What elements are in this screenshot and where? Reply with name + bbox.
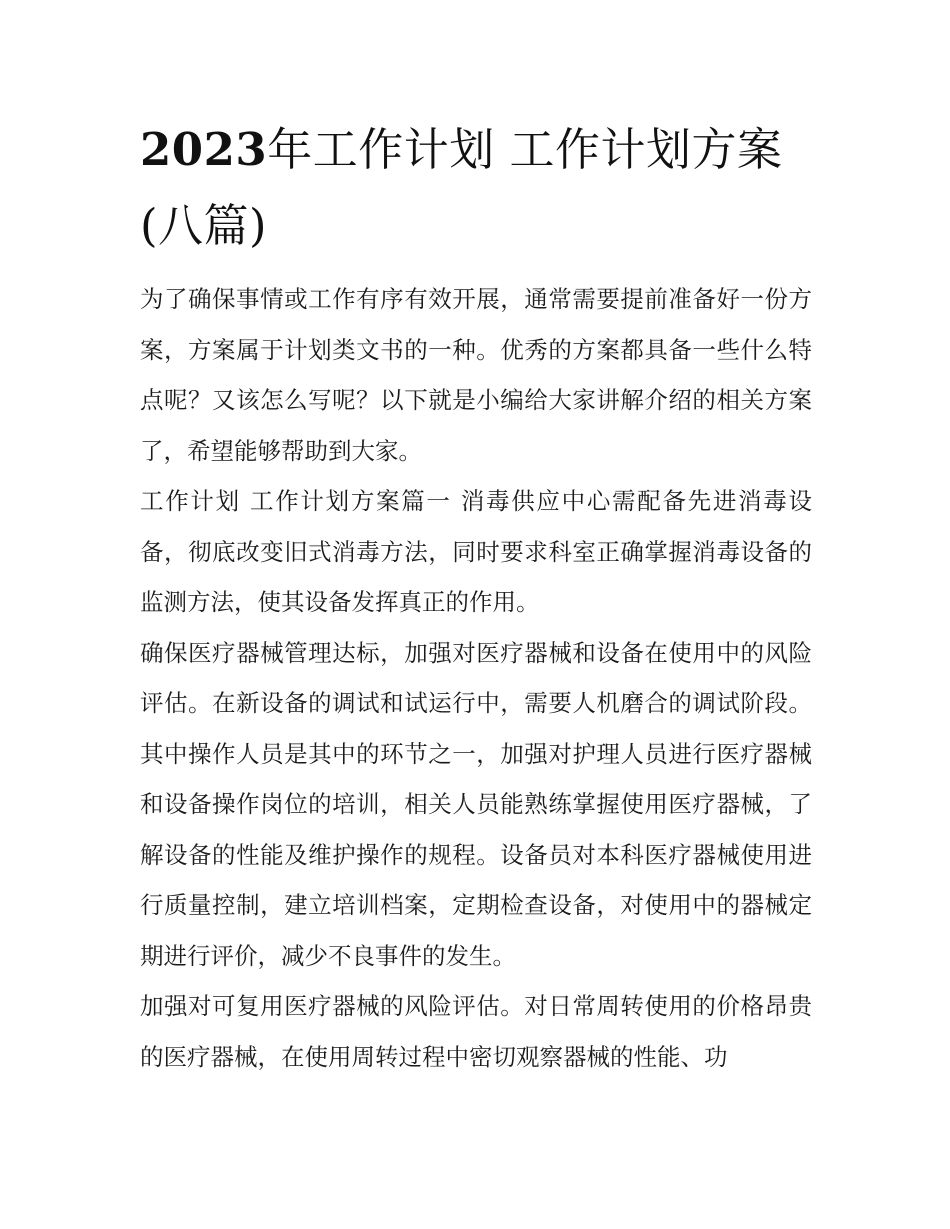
- paragraph-risk-assessment: 加强对可复用医疗器械的风险评估。对日常周转使用的价格昂贵的医疗器械，在使用周转过程中密切观察器械的性能、功: [140, 992, 812, 1071]
- title-year: 2023: [140, 123, 268, 176]
- document-content: [140, 112, 812, 1082]
- title-text: 年工作计划 工作计划方案(八篇): [140, 123, 783, 252]
- document-body: [140, 274, 812, 1082]
- paragraph-intro: 为了确保事情或工作有序有效开展，通常需要提前准备好一份方案，方案属于计划类文书的一种。优秀的方案都具备一些什么特点呢？又该怎么写呢？以下就是小编给大家讲解介绍的相关方案了，希望能够帮助到大家。: [140, 285, 812, 465]
- paragraph-plan-one: 工作计划 工作计划方案篇一 消毒供应中心需配备先进消毒设备，彻底改变旧式消毒方法，同时要求科室正确掌握消毒设备的监测方法，使其设备发挥真正的作用。: [140, 487, 812, 616]
- paragraph-device-management: 确保医疗器械管理达标，加强对医疗器械和设备在使用中的风险评估。在新设备的调试和试运行中，需要人机磨合的调试阶段。其中操作人员是其中的环节之一，加强对护理人员进行医疗器械和设备操作岗位的培训，相关人员能熟练掌握使用医疗器械，了解设备的性能及维护操作的规程。设备员对本科医疗器械使用进行质量控制，建立培训档案，定期检查设备，对使用中的器械定期进行评价，减少不良事件的发生。: [140, 638, 812, 970]
- document-title: [140, 112, 812, 264]
